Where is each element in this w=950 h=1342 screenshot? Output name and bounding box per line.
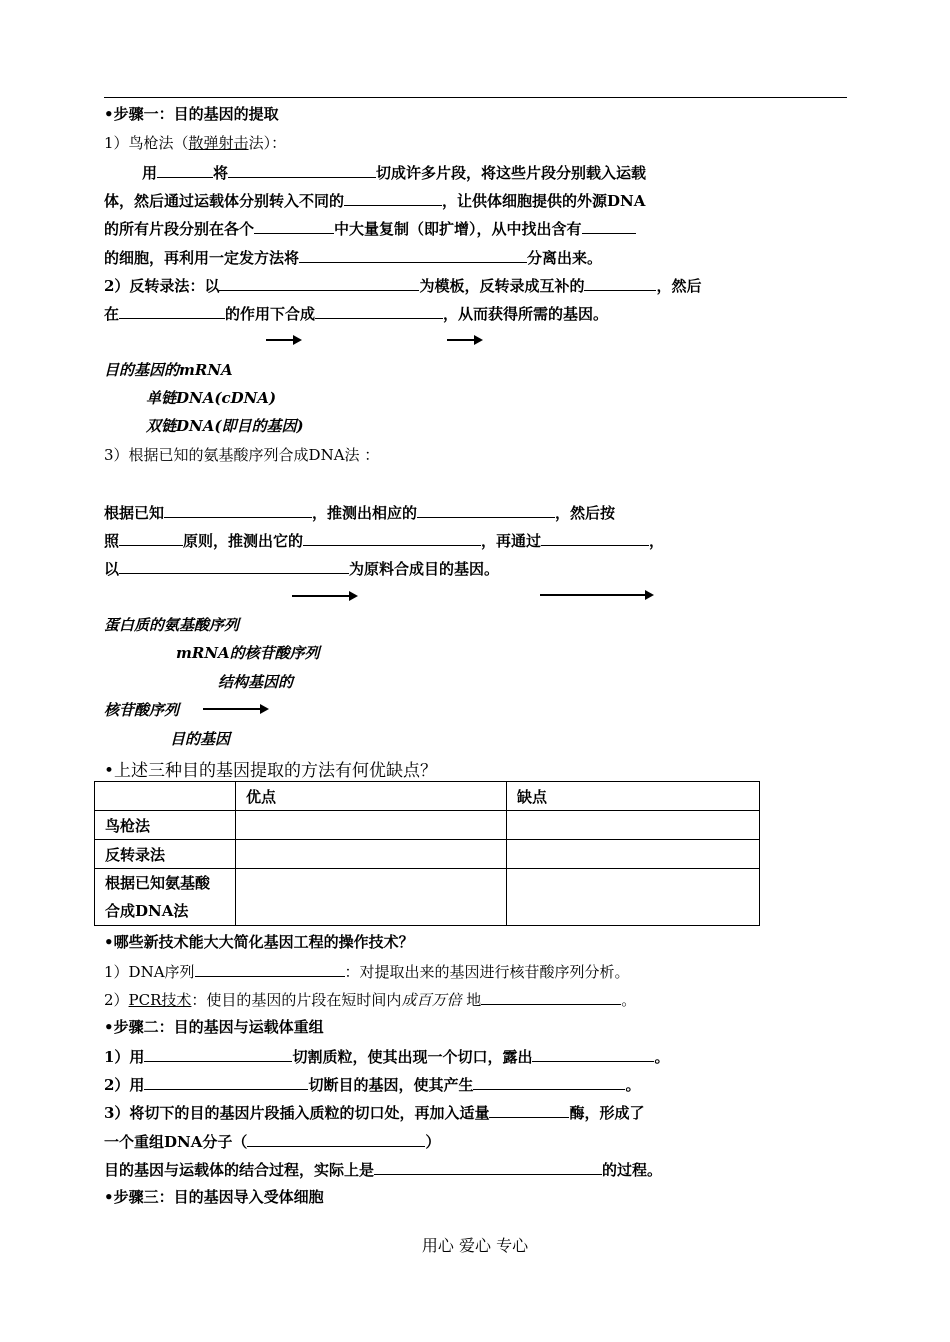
arrow (447, 339, 481, 341)
comparison-table (94, 781, 760, 926)
table-cell[interactable] (507, 869, 760, 926)
arrow (266, 339, 300, 341)
table-cell[interactable] (507, 840, 760, 869)
page-footer: 用心 爱心 专心 (421, 1236, 529, 1255)
blank[interactable] (144, 1046, 292, 1062)
method1-line2: 体，然后通过运载体分别转入不同的 ，让供体细胞提供的外源DNA (104, 192, 646, 210)
table-row (95, 869, 760, 926)
blank[interactable] (473, 1074, 625, 1090)
blank[interactable] (303, 530, 481, 546)
blank[interactable] (489, 1102, 569, 1118)
table-header-row (95, 782, 760, 811)
step2-line5: 目的基因与运载体的结合过程，实际上是 的过程。 (104, 1161, 663, 1179)
flow1-step: 双链DNA(即目的基因) (146, 417, 304, 435)
table-cell: 鸟枪法 (95, 811, 236, 840)
method2-line2: 在 的作用下合成 ，从而获得所需的基因。 (104, 305, 609, 323)
table-cell: 反转录法 (95, 840, 236, 869)
question: •上述三种目的基因提取的方法有何优缺点？ (104, 761, 438, 781)
blank[interactable] (195, 961, 345, 977)
header-rule (104, 97, 847, 98)
method1-line4: 的细胞，再利用一定发方法将 分离出来。 (104, 249, 603, 267)
step3-heading: •步骤三：目的基因导入受体细胞 (104, 1188, 324, 1206)
step2-line4: 一个重组DNA分子（ ） (104, 1133, 441, 1151)
blank[interactable] (164, 502, 312, 518)
newtech-line1: 1）DNA序列 ：对提取出来的基因进行核苷酸序列分析。 (104, 963, 630, 981)
blank[interactable] (119, 558, 349, 574)
method3-title: 3）根据已知的氨基酸序列合成DNA法 ： (104, 446, 380, 464)
method1-line1: 用 将 切成许多片段，将这些片段分别载入运载 (142, 164, 647, 182)
method1-line3: 的所有片段分别在各个 中大量复制（即扩增），从中找出含有 (104, 218, 636, 239)
blank[interactable] (374, 1159, 602, 1175)
table-row (95, 840, 760, 869)
step2-line1: 1）用 切割质粒，使其出现一个切口，露出 。 (104, 1048, 670, 1066)
method2-line1: 2）反转录法：以 为模板，反转录成互补的 ，然后 (104, 277, 702, 295)
blank[interactable] (541, 530, 649, 546)
blank[interactable] (219, 275, 419, 291)
arrow (203, 708, 267, 710)
blank[interactable] (532, 1046, 654, 1062)
blank[interactable] (157, 162, 213, 178)
flow2-step: 核苷酸序列 (104, 701, 180, 719)
blank[interactable] (481, 989, 621, 1005)
flow1-step: 目的基因的mRNA (104, 361, 233, 379)
table-row (95, 811, 760, 840)
method1-title: 1）鸟枪法（散弹射击法）： (104, 134, 287, 152)
table-cell[interactable] (236, 811, 507, 840)
blank[interactable] (315, 303, 443, 319)
table-header (95, 782, 236, 811)
step2-line3: 3）将切下的目的基因片段插入质粒的切口处，再加入适量 酶，形成了 (104, 1104, 645, 1122)
blank[interactable] (582, 218, 636, 234)
table-header: 优点 (236, 782, 507, 811)
blank[interactable] (247, 1131, 425, 1147)
blank[interactable] (584, 275, 656, 291)
newtech-heading: •哪些新技术能大大简化基因工程的操作技术？ (104, 933, 414, 951)
step1-heading: •步骤一：目的基因的提取 (104, 105, 279, 123)
blank[interactable] (299, 247, 527, 263)
newtech-line2: 2）PCR技术：使目的基因的片段在短时间内成百万倍 地 。 (104, 991, 637, 1009)
blank[interactable] (228, 162, 376, 178)
method3-line2: 照 原则，推测出它的 ，再通过 ， (104, 532, 665, 550)
blank[interactable] (144, 1074, 308, 1090)
table-cell[interactable] (236, 840, 507, 869)
blank[interactable] (119, 530, 183, 546)
table-cell[interactable] (507, 811, 760, 840)
arrow (540, 594, 652, 596)
step2-line2: 2）用 切断目的基因，使其产生 。 (104, 1076, 641, 1094)
blank[interactable] (417, 502, 555, 518)
blank[interactable] (344, 190, 442, 206)
method3-line3: 以 为原料合成目的基因。 (104, 560, 500, 578)
flow2-step: mRNA的核苷酸序列 (176, 644, 320, 662)
method3-line1: 根据已知 ，推测出相应的 ，然后按 (104, 504, 616, 522)
flow2-step: 目的基因 (170, 730, 231, 748)
blank[interactable] (254, 218, 334, 234)
flow2-step: 蛋白质的氨基酸序列 (104, 616, 240, 634)
table-header: 缺点 (507, 782, 760, 811)
step2-heading: •步骤二：目的基因与运载体重组 (104, 1018, 324, 1036)
table-cell[interactable] (236, 869, 507, 926)
arrow (292, 595, 356, 597)
table-cell: 根据已知氨基酸 合成DNA法 (95, 869, 236, 926)
flow1-step: 单链DNA(cDNA) (146, 389, 277, 407)
flow2-step: 结构基因的 (218, 673, 294, 691)
blank[interactable] (119, 303, 225, 319)
